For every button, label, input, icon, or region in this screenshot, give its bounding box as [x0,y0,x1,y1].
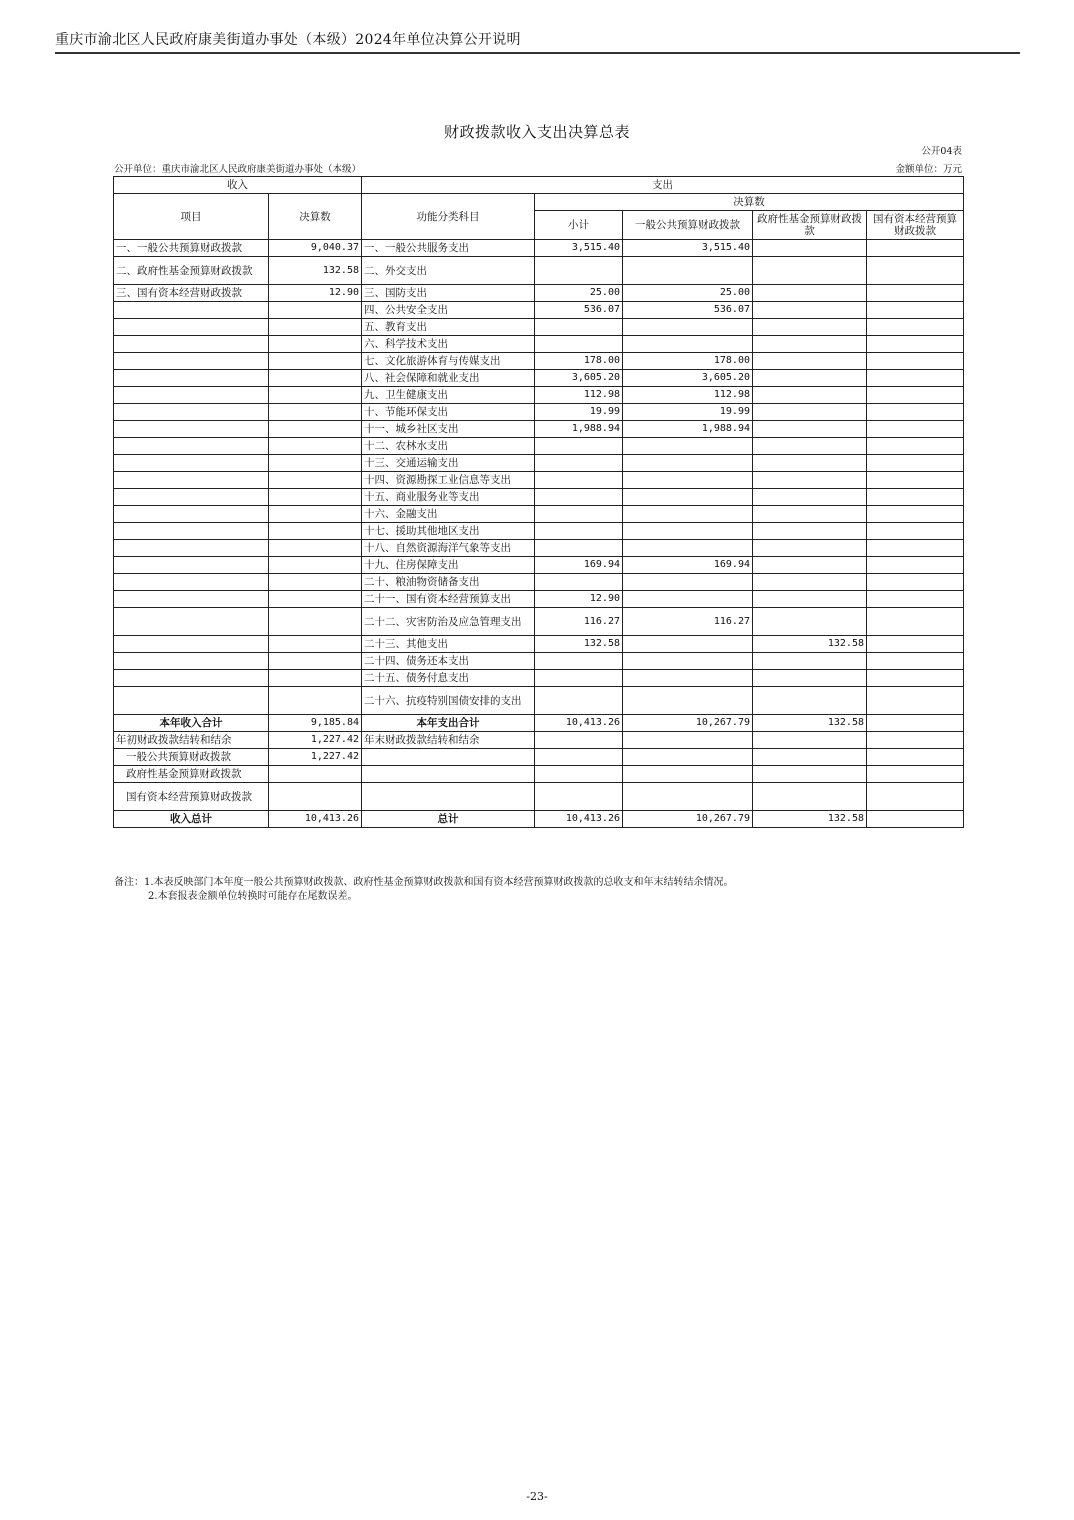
general-budget-cell [623,574,753,591]
carryover-item-cell: 国有资本经营预算财政拨款 [114,783,269,811]
income-amount-cell [269,404,362,421]
empty-cell [753,783,867,811]
header-divider [55,52,1020,54]
subtotal-cell [535,455,623,472]
carryover-amount-cell [269,766,362,783]
income-item-cell [114,591,269,608]
empty-cell [623,766,753,783]
note-1: 备注：1.本表反映部门本年度一般公共预算财政拨款、政府性基金预算财政拨款和国有资本经营预算财政拨款的总收支和年末结转结余情况。 [114,877,734,888]
table-row [114,506,964,523]
gov-fund-total: 132.58 [753,715,867,732]
gov-fund-cell [753,336,867,353]
subtotal-cell: 169.94 [535,557,623,574]
subtotal-cell [535,489,623,506]
state-capital-total [867,715,964,732]
state-capital-cell [867,636,964,653]
general-budget-cell: 116.27 [623,608,753,636]
general-budget-cell [623,540,753,557]
general-budget-header: 一般公共预算财政拨款 [623,211,753,240]
subtotal-cell: 536.07 [535,302,623,319]
general-budget-cell: 3,515.40 [623,240,753,257]
general-budget-cell: 19.99 [623,404,753,421]
gov-fund-cell [753,455,867,472]
page-number: -23- [526,1490,548,1503]
income-item-cell [114,353,269,370]
expense-category-cell: 二十五、债务付息支出 [362,670,535,687]
carryover-expense-cell [362,783,535,811]
expense-category-cell: 十四、资源勘探工业信息等支出 [362,472,535,489]
expense-category-cell: 五、教育支出 [362,319,535,336]
subtotal-cell [535,336,623,353]
gov-fund-cell [753,257,867,285]
table-row [114,455,964,472]
income-item-cell [114,574,269,591]
income-item-cell [114,636,269,653]
table-row [114,574,964,591]
general-budget-cell [623,438,753,455]
empty-cell [867,783,964,811]
carryover-row [114,766,964,783]
income-item-cell [114,489,269,506]
general-budget-cell [623,489,753,506]
income-amount-cell: 132.58 [269,257,362,285]
final-amount-header: 决算数 [535,194,964,211]
expense-category-cell: 二十六、抗疫特别国债安排的支出 [362,687,535,715]
income-item-cell [114,336,269,353]
state-capital-cell [867,489,964,506]
general-budget-cell [623,687,753,715]
table-row [114,523,964,540]
expense-category-cell: 十、节能环保支出 [362,404,535,421]
gov-fund-cell [753,653,867,670]
gov-fund-cell [753,574,867,591]
state-capital-cell [867,574,964,591]
state-capital-cell [867,319,964,336]
gov-fund-cell [753,557,867,574]
subtotal-cell: 3,515.40 [535,240,623,257]
gov-fund-cell [753,302,867,319]
state-capital-cell [867,591,964,608]
general-budget-cell: 169.94 [623,557,753,574]
state-capital-cell [867,472,964,489]
expense-category-cell: 十八、自然资源海洋气象等支出 [362,540,535,557]
gov-fund-cell [753,687,867,715]
subtotal-cell: 1,988.94 [535,421,623,438]
income-amount-cell: 12.90 [269,285,362,302]
expense-category-cell: 十七、援助其他地区支出 [362,523,535,540]
subtotal-total: 10,413.26 [535,811,623,828]
func-category-header: 功能分类科目 [362,194,535,240]
state-capital-cell [867,336,964,353]
state-capital-cell [867,523,964,540]
subtotal-cell: 116.27 [535,608,623,636]
income-amount-cell [269,319,362,336]
subtotal-cell: 112.98 [535,387,623,404]
carryover-row [114,783,964,811]
gov-fund-cell [753,591,867,608]
gov-fund-cell [753,670,867,687]
general-budget-cell: 178.00 [623,353,753,370]
empty-cell [623,732,753,749]
subtotal-cell: 12.90 [535,591,623,608]
expense-category-cell: 二十二、灾害防治及应急管理支出 [362,608,535,636]
general-budget-cell [623,670,753,687]
item-header: 项目 [114,194,269,240]
state-capital-cell [867,608,964,636]
general-budget-cell [623,319,753,336]
expense-header: 支出 [362,177,964,194]
gov-fund-cell [753,438,867,455]
expense-category-cell: 十一、城乡社区支出 [362,421,535,438]
income-amount-cell [269,370,362,387]
income-amount-cell [269,608,362,636]
income-item-cell [114,404,269,421]
subtotal-cell [535,257,623,285]
income-item-cell [114,653,269,670]
table-row [114,257,964,285]
general-budget-cell: 3,605.20 [623,370,753,387]
gov-fund-cell [753,421,867,438]
state-capital-cell [867,506,964,523]
gov-fund-cell [753,523,867,540]
income-amount-cell [269,540,362,557]
empty-cell [535,783,623,811]
empty-cell [753,732,867,749]
table-row [114,636,964,653]
state-capital-cell [867,240,964,257]
income-total-amount: 9,185.84 [269,715,362,732]
general-budget-total: 10,267.79 [623,715,753,732]
income-item-cell [114,370,269,387]
subtotal-cell: 25.00 [535,285,623,302]
empty-cell [623,749,753,766]
state-capital-cell [867,557,964,574]
general-budget-cell [623,506,753,523]
general-budget-cell [623,455,753,472]
expense-total-label: 总计 [362,811,535,828]
subtotal-cell: 3,605.20 [535,370,623,387]
document-header: 重庆市渝北区人民政府康美街道办事处（本级）2024年单位决算公开说明 [55,32,521,48]
carryover-item-cell: 政府性基金预算财政拨款 [114,766,269,783]
amount-unit: 金额单位：万元 [895,164,962,175]
carryover-row [114,749,964,766]
table-code: 公开04表 [921,146,962,157]
year-total-row [114,715,964,732]
reporting-unit: 公开单位：重庆市渝北区人民政府康美街道办事处（本级） [114,164,362,175]
state-capital-cell [867,404,964,421]
state-capital-cell [867,302,964,319]
income-amount-cell [269,438,362,455]
state-capital-cell [867,540,964,557]
general-budget-cell: 1,988.94 [623,421,753,438]
gov-fund-cell [753,506,867,523]
income-amount-cell [269,670,362,687]
grand-total-row [114,811,964,828]
empty-cell [535,766,623,783]
income-amount-cell [269,353,362,370]
table-title: 财政拨款收入支出决算总表 [443,123,630,141]
income-amount-cell [269,591,362,608]
carryover-item-cell: 年初财政拨款结转和结余 [114,732,269,749]
expense-category-cell: 十九、住房保障支出 [362,557,535,574]
income-item-cell: 二、政府性基金预算财政拨款 [114,257,269,285]
table-row [114,608,964,636]
state-capital-cell [867,438,964,455]
subtotal-cell [535,472,623,489]
empty-cell [867,766,964,783]
income-amount-cell [269,387,362,404]
table-row [114,353,964,370]
income-amount-cell [269,489,362,506]
expense-category-cell: 七、文化旅游体育与传媒支出 [362,353,535,370]
table-row [114,687,964,715]
carryover-amount-cell: 1,227.42 [269,732,362,749]
table-row [114,404,964,421]
expense-category-cell: 十五、商业服务业等支出 [362,489,535,506]
expense-category-cell: 十二、农林水支出 [362,438,535,455]
income-amount-cell [269,421,362,438]
carryover-amount-cell: 1,227.42 [269,749,362,766]
table-row [114,387,964,404]
gov-fund-cell [753,319,867,336]
general-budget-cell [623,591,753,608]
subtotal-header: 小计 [535,211,623,240]
table-row [114,670,964,687]
empty-cell [867,732,964,749]
income-item-cell [114,421,269,438]
subtotal-cell [535,653,623,670]
subtotal-total: 10,413.26 [535,715,623,732]
table-row [114,302,964,319]
general-budget-total: 10,267.79 [623,811,753,828]
income-item-cell [114,319,269,336]
general-budget-cell [623,653,753,670]
income-item-cell [114,523,269,540]
subtotal-cell [535,319,623,336]
general-budget-cell [623,336,753,353]
table-row [114,557,964,574]
gov-fund-cell: 132.58 [753,636,867,653]
income-item-cell [114,540,269,557]
expense-category-cell: 三、国防支出 [362,285,535,302]
expense-category-cell: 四、公共安全支出 [362,302,535,319]
income-amount-cell [269,472,362,489]
gov-fund-cell [753,608,867,636]
gov-fund-cell [753,240,867,257]
income-amount-cell [269,557,362,574]
income-amount-cell [269,302,362,319]
state-capital-cell [867,455,964,472]
table-row [114,438,964,455]
empty-cell [535,732,623,749]
state-capital-cell [867,670,964,687]
expense-category-cell: 十六、金融支出 [362,506,535,523]
gov-fund-cell [753,472,867,489]
subtotal-cell [535,506,623,523]
expense-category-cell: 十三、交通运输支出 [362,455,535,472]
empty-cell [867,749,964,766]
income-item-cell [114,608,269,636]
expense-category-cell: 一、一般公共服务支出 [362,240,535,257]
income-item-cell [114,472,269,489]
general-budget-cell [623,472,753,489]
carryover-row [114,732,964,749]
carryover-expense-cell [362,766,535,783]
income-amount-cell [269,636,362,653]
subtotal-cell [535,438,623,455]
subtotal-cell [535,670,623,687]
income-amount-cell [269,687,362,715]
carryover-amount-cell [269,783,362,811]
expense-category-cell: 二十一、国有资本经营预算支出 [362,591,535,608]
gov-fund-header: 政府性基金预算财政拨款 [753,211,867,240]
subtotal-cell: 132.58 [535,636,623,653]
empty-cell [753,749,867,766]
general-budget-cell: 25.00 [623,285,753,302]
income-amount-cell [269,336,362,353]
subtotal-cell: 19.99 [535,404,623,421]
income-item-cell [114,670,269,687]
income-item-cell: 三、国有资本经营财政拨款 [114,285,269,302]
general-budget-cell: 536.07 [623,302,753,319]
state-capital-total [867,811,964,828]
income-total-label: 本年收入合计 [114,715,269,732]
table-row [114,240,964,257]
expense-category-cell: 九、卫生健康支出 [362,387,535,404]
gov-fund-cell [753,387,867,404]
empty-cell [753,766,867,783]
state-capital-header: 国有资本经营预算财政拨款 [867,211,964,240]
income-item-cell [114,387,269,404]
income-item-cell [114,438,269,455]
table-row [114,421,964,438]
amount-header: 决算数 [269,194,362,240]
income-item-cell [114,557,269,574]
table-row [114,370,964,387]
income-item-cell [114,302,269,319]
income-amount-cell [269,506,362,523]
table-row [114,472,964,489]
table-row [114,653,964,670]
income-amount-cell [269,523,362,540]
general-budget-cell [623,636,753,653]
gov-fund-cell [753,404,867,421]
subtotal-cell [535,540,623,557]
income-amount-cell [269,574,362,591]
carryover-item-cell: 一般公共预算财政拨款 [114,749,269,766]
state-capital-cell [867,653,964,670]
income-amount-cell: 9,040.37 [269,240,362,257]
table-row [114,285,964,302]
subtotal-cell [535,523,623,540]
expense-category-cell: 二十、粮油物资储备支出 [362,574,535,591]
expense-category-cell: 二、外交支出 [362,257,535,285]
table-row [114,591,964,608]
empty-cell [623,783,753,811]
notes [114,876,734,904]
income-amount-cell [269,455,362,472]
state-capital-cell [867,257,964,285]
gov-fund-cell [753,540,867,557]
gov-fund-cell [753,285,867,302]
subtotal-cell [535,574,623,591]
fiscal-appropriation-table [113,176,964,828]
state-capital-cell [867,387,964,404]
expense-category-cell: 二十三、其他支出 [362,636,535,653]
table-row [114,489,964,506]
subtotal-cell: 178.00 [535,353,623,370]
gov-fund-cell [753,353,867,370]
note-2: 2.本套报表金额单位转换时可能存在尾数误差。 [148,891,358,902]
expense-category-cell: 八、社会保障和就业支出 [362,370,535,387]
income-item-cell: 一、一般公共预算财政拨款 [114,240,269,257]
income-amount-cell [269,653,362,670]
state-capital-cell [867,285,964,302]
expense-category-cell: 二十四、债务还本支出 [362,653,535,670]
state-capital-cell [867,421,964,438]
table-row [114,319,964,336]
expense-total-label: 本年支出合计 [362,715,535,732]
general-budget-cell [623,523,753,540]
empty-cell [535,749,623,766]
state-capital-cell [867,370,964,387]
gov-fund-cell [753,370,867,387]
carryover-expense-cell [362,749,535,766]
state-capital-cell [867,353,964,370]
gov-fund-cell [753,489,867,506]
income-total-label: 收入总计 [114,811,269,828]
carryover-expense-cell: 年末财政拨款结转和结余 [362,732,535,749]
income-header: 收入 [114,177,362,194]
income-item-cell [114,687,269,715]
income-item-cell [114,506,269,523]
table-row [114,540,964,557]
state-capital-cell [867,687,964,715]
expense-category-cell: 六、科学技术支出 [362,336,535,353]
income-item-cell [114,455,269,472]
table-row [114,336,964,353]
gov-fund-total: 132.58 [753,811,867,828]
general-budget-cell [623,257,753,285]
income-total-amount: 10,413.26 [269,811,362,828]
subtotal-cell [535,687,623,715]
general-budget-cell: 112.98 [623,387,753,404]
